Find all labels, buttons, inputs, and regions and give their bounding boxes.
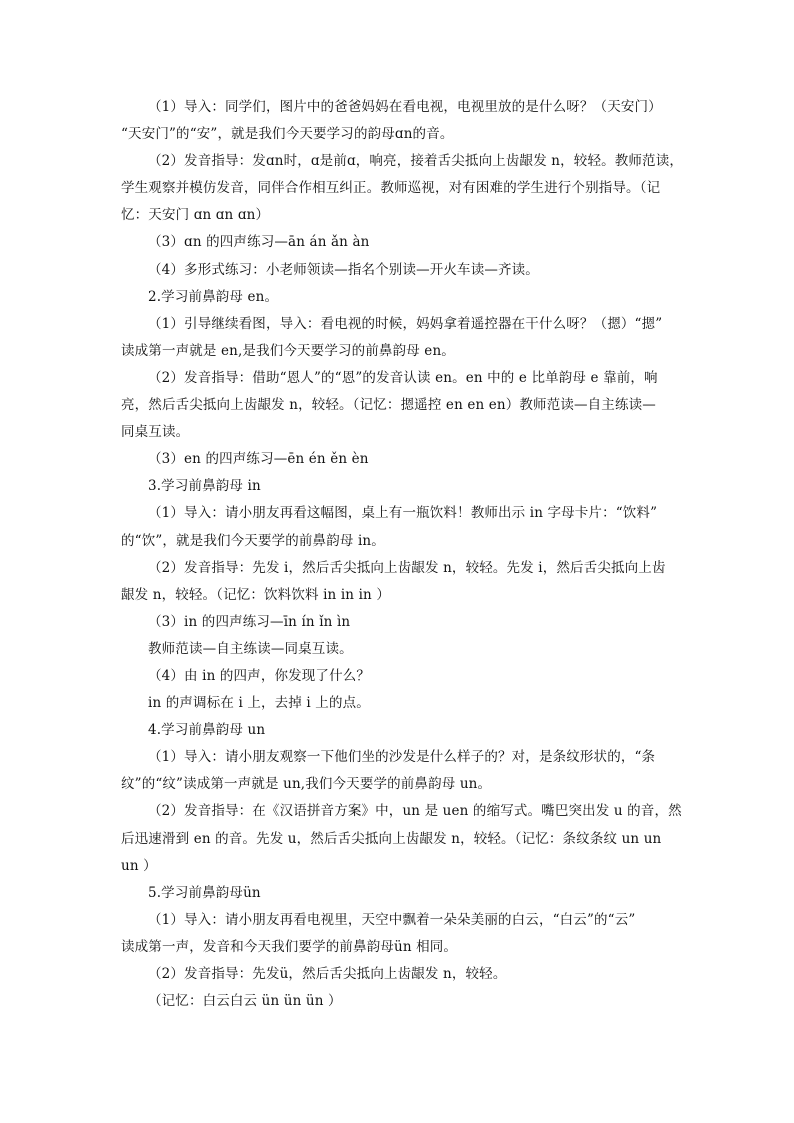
document-body [121, 96, 681, 1017]
paragraph-line: 学生观察并模仿发音，同伴合作相互纠正。教师巡视，对有困难的学生进行个别指导。（记 [121, 180, 661, 197]
paragraph-line: 龈发 n，较轻。（记忆：饮料饮料 in in in ） [121, 586, 390, 603]
paragraph-line: （4）由 in 的四声，你发现了什么？ [148, 667, 371, 684]
paragraph-line: （4）多形式练习：小老师领读—指名个别读—开火车读—齐读。 [148, 261, 539, 278]
paragraph-line: （1）引导继续看图，导入：看电视的时候，妈妈拿着遥控器在干什么呀？（摁）“摁” [148, 315, 663, 332]
paragraph-line: 的“饮”，就是我们今天要学的前鼻韵母 in。 [121, 532, 385, 549]
paragraph-line: （1）导入：请小朋友再看电视里，天空中飘着一朵朵美丽的白云，“白云”的“云” [148, 911, 636, 928]
paragraph-line: “天安门”的“安”，就是我们今天要学习的韵母ɑn的音。 [121, 126, 454, 143]
paragraph-line: （1）导入：请小朋友观察一下他们坐的沙发是什么样子的？对，是条纹形状的，“条 [148, 749, 656, 766]
paragraph-line: 纹”的“纹”读成第一声就是 un,我们今天要学的前鼻韵母 un。 [121, 776, 492, 793]
paragraph-line: （3）en 的四声练习—ēn én ěn èn [148, 451, 369, 468]
paragraph-line: （3）ɑn 的四声练习—ān án ǎn àn [148, 234, 370, 251]
paragraph-line: （记忆：白云白云 ün ün ün ） [148, 993, 342, 1010]
paragraph-line: （2）发音指导：先发ü，然后舌尖抵向上齿龈发 n，较轻。 [148, 966, 507, 982]
paragraph-line: un ） [121, 857, 157, 874]
section-heading: 3.学习前鼻韵母 in [148, 478, 261, 495]
paragraph-line: 亮，然后舌尖抵向上齿龈发 n，较轻。（记忆：摁遥控 en en en）教师范读—自主练读— [121, 397, 656, 414]
paragraph-line: 后迅速滑到 en 的音。先发 u，然后舌尖抵向上齿龈发 n，较轻。（记忆：条纹条纹 un un [121, 830, 662, 847]
section-heading: 5.学习前鼻韵母ün [148, 884, 261, 901]
paragraph-line: （2）发音指导：发ɑn时，ɑ是前ɑ，响亮，接着舌尖抵向上齿龈发 n，较轻。教师范读， [148, 153, 683, 170]
paragraph-line: （3）in 的四声练习—īn ín ǐn ìn [148, 613, 351, 630]
paragraph-line: 忆：天安门 ɑn ɑn ɑn） [121, 207, 270, 224]
paragraph-line: （2）发音指导：借助“恩人”的“恩”的发音认读 en。en 中的 e 比单韵母 e 靠前，响 [148, 369, 658, 386]
paragraph-line: （1）导入：请小朋友再看这幅图，桌上有一瓶饮料！教师出示 in 字母卡片：“饮料” [148, 505, 658, 522]
section-heading: 4.学习前鼻韵母 un [148, 722, 266, 739]
paragraph-line: in 的声调标在 i 上，去掉 i 上的点。 [148, 695, 370, 712]
paragraph-line: 教师范读—自主练读—同桌互读。 [148, 640, 353, 657]
paragraph-line: 读成第一声就是 en,是我们今天要学习的前鼻韵母 en。 [121, 342, 455, 359]
paragraph-line: （1）导入：同学们，图片中的爸爸妈妈在看电视，电视里放的是什么呀？（天安门） [148, 99, 662, 115]
paragraph-line: 同桌互读。 [121, 424, 190, 441]
section-heading: 2.学习前鼻韵母 en。 [148, 288, 279, 305]
paragraph-line: 读成第一声，发音和今天我们要学的前鼻韵母ün 相同。 [121, 938, 458, 955]
paragraph-line: （2）发音指导：在《汉语拼音方案》中，un 是 uen 的缩写式。嘴巴突出发 u 的音，然 [148, 803, 682, 820]
paragraph-line: （2）发音指导：先发 i，然后舌尖抵向上齿龈发 n，较轻。先发 i，然后舌尖抵向上齿 [148, 559, 666, 576]
